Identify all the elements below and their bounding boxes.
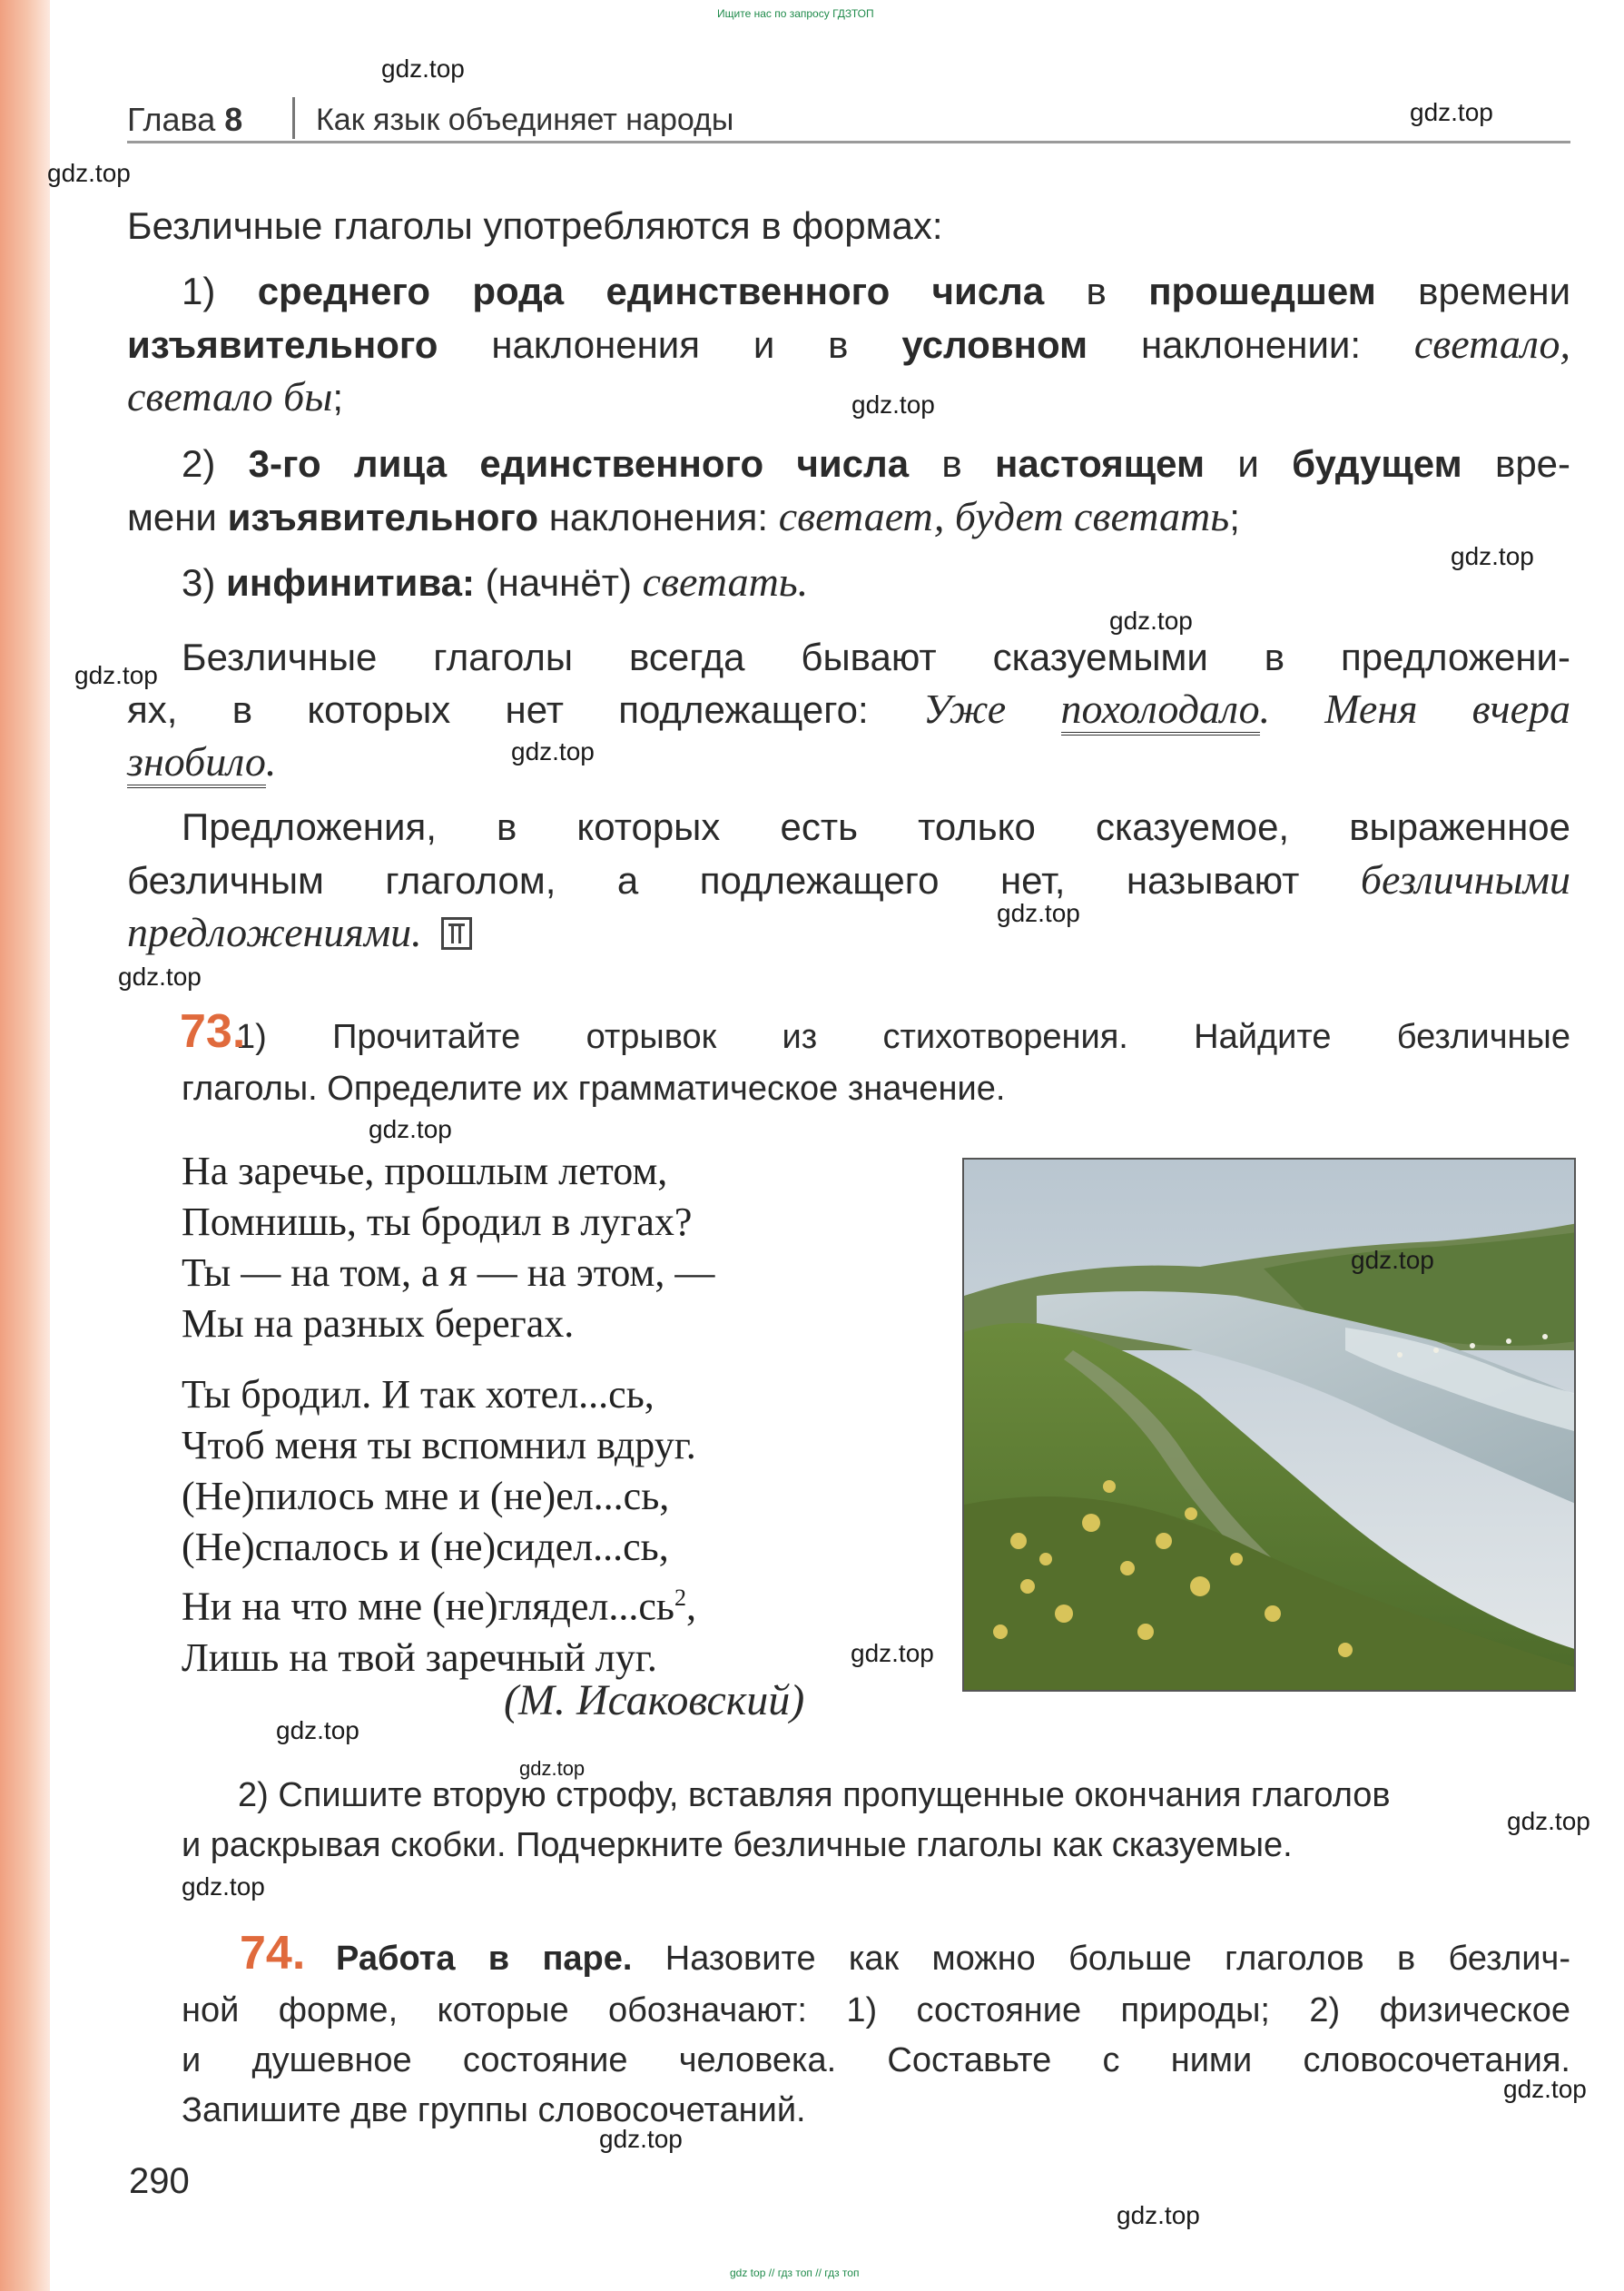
poem-line: Ты бродил. И так хотел...сь, [182,1372,655,1417]
watermark: gdz.top [511,737,595,765]
poem-line: (Не)спалось и (не)сидел...сь, [182,1525,669,1569]
watermark: gdz.top [381,54,465,83]
header-separator [292,97,295,139]
watermark: gdz.top [47,159,131,187]
ex74-number: 74. [240,1927,306,1980]
theory-paragraph-2-line2: ях, в которых нет подлежащего: Уже похолодало. Меня вчера [127,683,1570,736]
watermark: gdz.top [1351,1246,1434,1274]
chapter-header [127,95,1570,143]
poem-line: (Не)пилось мне и (не)ел...сь, [182,1474,670,1518]
theory-paragraph-3-line3: предложениями. [127,906,1570,959]
footnote-mark: 2 [674,1585,686,1611]
ex73-number: 73. [180,1005,246,1058]
poem-line: Лишь на твой заречный луг. [182,1634,657,1680]
chapter-title: Как язык объединяет народы [316,103,734,137]
top-search-note: Ищите нас по запросу ГДЗТОП [717,7,874,20]
theory-item-3: 3) инфинитива: (начнёт) светать. [182,558,809,605]
theory-intro: Безличные глаголы употребляются в формах: [127,204,943,247]
ex74-task: 74. Работа в паре. Назовите как можно больше глаголов в безлич- [240,1927,1570,1980]
watermark: gdz.top [1507,1807,1590,1835]
ex73-task2: 2) Спишите вторую строфу, вставляя пропущенные окончания глаголов [238,1776,1391,1814]
watermark: gdz.top [276,1716,359,1744]
ex74-line2: ной форме, которые обозначают: 1) состояние природы; 2) физическое [182,1991,1570,2029]
theory-paragraph-3-line2: безличным глаголом, а подлежащего нет, называют безличными [127,856,1570,903]
watermark: gdz.top [369,1115,452,1143]
theory-paragraph-3: Предложения, в которых есть только сказуемое, выраженное [182,805,1570,848]
chapter-label: Глава 8 [127,101,243,138]
theory-item-1: 1) среднего рода единственного числа в прошедшем времени [182,270,1571,312]
poem-line: Помнишь, ты бродил в лугах? [182,1200,693,1244]
watermark: gdz.top [1410,98,1493,126]
ex74-line3: и душевное состояние человека. Составьте с ними словосочетания. [182,2041,1570,2079]
page-edge-strip [0,0,50,2291]
ex73-task2-line2: и раскрывая скобки. Подчеркните безличные глаголы как сказуемые. [182,1826,1293,1864]
watermark: gdz.top [1109,607,1193,635]
poem-author: (М. Исаковский) [504,1676,805,1724]
watermark: gdz.top [1451,542,1534,570]
watermark: gdz.top [182,1872,265,1901]
poem-stanza-1 [182,1146,714,1349]
reference-table-icon [441,917,472,950]
watermark: gdz.top [997,899,1080,927]
watermark: gdz.top [118,963,202,991]
watermark: gdz.top [1503,2075,1587,2103]
theory-item-1-line2: изъявительного наклонения и в условном наклонении: светало, [127,321,1570,367]
ex74-pair-work: Работа в паре. [336,1940,633,1978]
poem-line: Мы на разных берегах. [182,1301,575,1346]
theory-item-2-line2: мени изъявительного наклонения: светает, будет светать; [127,493,1240,539]
watermark: gdz.top [519,1757,586,1780]
poem-line: Ни на что мне $(не)глядел...сь^2$, [182,1584,696,1629]
page-number: 290 [129,2161,190,2201]
watermark: gdz.top [1117,2201,1200,2229]
poem-line: На заречье, прошлым летом, [182,1149,668,1193]
poem-line: Ты — на том, а я — на этом, — [182,1250,715,1295]
ex73-task1: 73. 1) Прочитайте отрывок из стихотворения. Найдите безличные [180,1005,1570,1058]
watermark: gdz.top [74,661,158,689]
watermark: gdz.top [851,1639,934,1667]
theory-paragraph-2: Безличные глаголы всегда бывают сказуемыми в предложени- [182,636,1570,678]
watermark: gdz.top [599,2125,683,2153]
ex73-task1-line2: глаголы. Определите их грамматическое значение. [182,1070,1006,1108]
poem-stanza-2 [182,1369,696,1684]
watermark: gdz.top [851,390,935,419]
theory-item-2: 2) 3-го лица единственного числа в настоящем и будущем вре- [182,442,1571,485]
theory-item-1-line3: светало бы; [127,373,344,420]
river-landscape-photo [962,1158,1576,1692]
theory-paragraph-2-line3: знобило. [127,736,1570,788]
bottom-note: gdz top // гдз топ // гдз топ [730,2266,860,2279]
ex74-line4: Запишите две группы словосочетаний. [182,2091,806,2129]
poem-line: Чтоб меня ты вспомнил вдруг. [182,1423,696,1467]
